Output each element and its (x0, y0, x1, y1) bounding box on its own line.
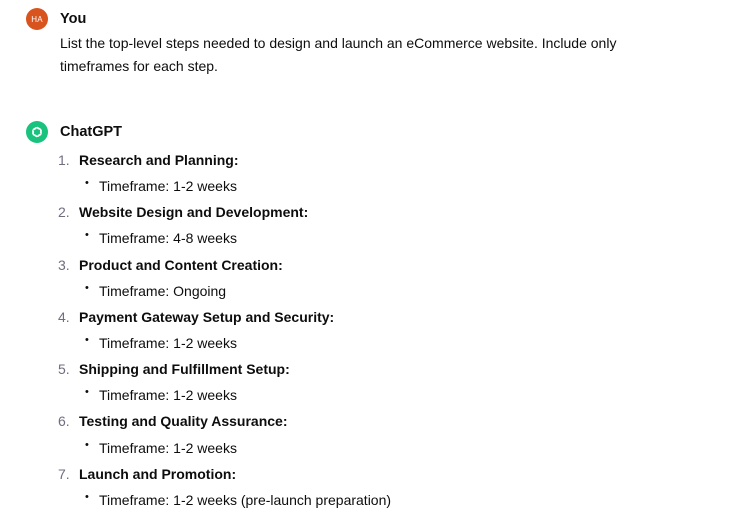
step-timeframe: Timeframe: Ongoing (99, 282, 227, 299)
bullet-icon: • (85, 177, 89, 190)
openai-logo-icon (26, 121, 48, 143)
assistant-author-name: ChatGPT (60, 124, 123, 140)
step-number: 7. (58, 465, 70, 482)
list-item (26, 252, 710, 304)
step-title: Testing and Quality Assurance: (79, 413, 288, 430)
steps-list (26, 147, 710, 513)
bullet-icon: • (85, 438, 89, 451)
step-title: Product and Content Creation: (79, 256, 283, 273)
bullet-icon: • (85, 229, 89, 242)
step-timeframe: Timeframe: 1-2 weeks (99, 439, 237, 456)
list-item (26, 356, 710, 408)
list-item (26, 461, 710, 513)
bullet-icon: • (85, 490, 89, 503)
list-item (26, 304, 710, 356)
list-item (26, 147, 710, 199)
step-timeframe: Timeframe: 1-2 weeks (99, 334, 237, 351)
user-author-name: You (60, 11, 87, 27)
step-number: 6. (58, 413, 70, 430)
assistant-author-row (26, 121, 710, 143)
step-timeframe: Timeframe: 1-2 weeks (99, 178, 237, 195)
step-number: 5. (58, 361, 70, 378)
step-number: 3. (58, 256, 70, 273)
user-message (26, 8, 710, 78)
step-number: 1. (58, 152, 70, 168)
bullet-icon: • (85, 333, 89, 346)
step-number: 4. (58, 308, 70, 325)
step-title: Launch and Promotion: (79, 465, 237, 482)
list-item (26, 408, 710, 460)
bullet-icon: • (85, 386, 89, 399)
step-number: 2. (58, 204, 70, 221)
bullet-icon: • (85, 281, 89, 294)
step-timeframe: Timeframe: 1-2 weeks (pre-launch preparation) (99, 491, 392, 508)
list-item (26, 199, 710, 251)
step-timeframe: Timeframe: 1-2 weeks (99, 387, 237, 404)
user-avatar-initials: HA (31, 14, 43, 24)
step-title: Payment Gateway Setup and Security: (79, 308, 335, 325)
step-title: Website Design and Development: (79, 204, 309, 221)
user-avatar (26, 8, 48, 30)
step-title: Shipping and Fulfillment Setup: (79, 361, 290, 378)
step-timeframe: Timeframe: 4-8 weeks (99, 230, 237, 247)
user-author-row (26, 8, 710, 30)
user-message-text: List the top-level steps needed to design and launch an eCommerce website. Include only timeframes for each step. (60, 35, 617, 74)
assistant-message (26, 121, 710, 513)
step-title: Research and Planning: (79, 152, 239, 168)
